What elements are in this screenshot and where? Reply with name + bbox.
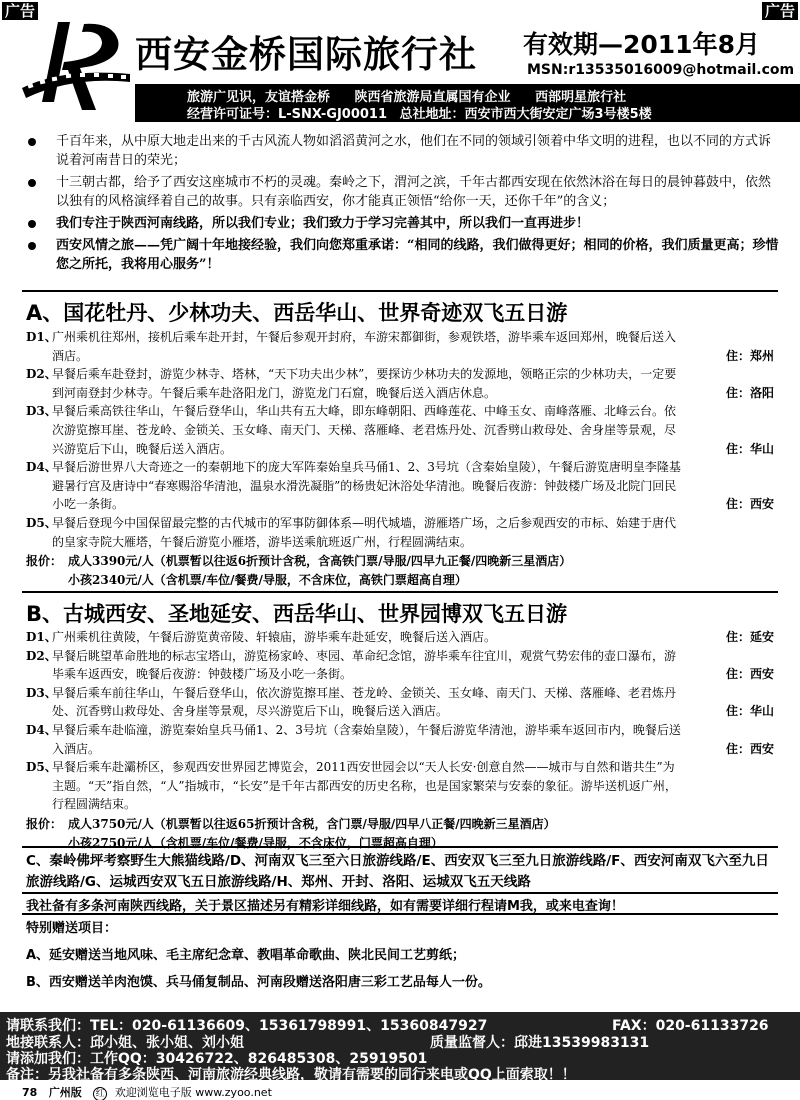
company-name: 西安金桥国际旅行社 — [135, 33, 477, 76]
day-label: D1、 — [26, 630, 57, 644]
day-text: 早餐后乘车赴临潼，游览秦始皇兵马俑1、2、3号坑（含秦始皇陵），午餐后游览华清池，游毕乘车返回市内，晚餐后送入酒店。 — [52, 722, 681, 756]
more-routes: C、秦岭佛坪考察野生大熊猫线路/D、河南双飞三至六日旅游线路/E、西安双飞三至九日旅游线路/F、西安河南双飞六至九日旅游线路/G、运城西安双飞五日旅游线路/H、郑州、开封、洛阳、运城双飞五天线路 — [26, 853, 769, 890]
itinerary-day — [26, 365, 774, 402]
gift-a: A、延安赠送当地风味、毛主席纪念章、教唱革命歌曲、陕北民间工艺剪纸； — [26, 948, 466, 963]
header — [0, 0, 800, 122]
day-label: D2、 — [26, 367, 57, 382]
route-a-price — [26, 552, 774, 590]
route-b-title: B、古城西安、圣地延安、西岳华山、世界园博双飞五日游 — [26, 602, 568, 626]
itinerary-day — [26, 328, 774, 365]
ad-tag-right: 广告 — [762, 2, 798, 20]
adult-price: 成人3390元/人（机票暂以往返6折预计含税，含高铁门票/导服/四早九正餐/四晚新三星酒店） — [68, 554, 572, 569]
day-stay: 住：延安 — [725, 630, 774, 644]
quality-supervisor: 质量监督人：邱进13539983131 — [430, 1035, 650, 1051]
day-text: 早餐后乘车前往华山，午餐后登华山，依次游览擦耳崖、苍龙岭、金锁关、玉女峰、南天门、天梯、落雁峰、老君炼丹处、沉香劈山救母处、舍身崖等景观，尽兴游览后下山，晚餐后送入酒店。 — [52, 685, 677, 719]
day-label: D1、 — [26, 330, 57, 344]
itinerary-day — [26, 628, 774, 647]
validity-date: 有效期—2011年8月 — [523, 30, 760, 59]
child-price: 小孩2750元/人（含机票/车位/餐费/导服，不含床位，门票超高自理） — [68, 835, 443, 850]
ad-tag-left: 广告 — [2, 2, 38, 20]
day-stay: 住：华山 — [725, 441, 774, 456]
itinerary-day — [26, 758, 774, 814]
day-label: D5、 — [26, 515, 57, 530]
itinerary-day — [26, 647, 774, 684]
intro-item: 十三朝古都，给予了西安这座城市不朽的灵魂。秦岭之下，渭河之滨，千年古都西安现在依然沐浴在每日的晨钟暮鼓中，依然以独有的风格演绎着自己的故事。只有亲临西安，你才能真正领悟“给你一天，还你千年”的含义； — [22, 173, 782, 211]
slogan-1: 旅游广见识，友谊搭金桥 — [187, 90, 331, 105]
slogan-3: 西部明星旅行社 — [535, 90, 627, 105]
day-text: 广州乘机往黄陵，午餐后游览黄帝陵、轩辕庙，游毕乘车赴延安，晚餐后送入酒店。 — [52, 630, 497, 644]
page-number: 78 — [22, 1086, 38, 1099]
gifts — [26, 915, 491, 996]
day-stay: 住：西安 — [725, 667, 774, 682]
footer — [22, 1084, 272, 1100]
itinerary-day — [26, 458, 774, 514]
itinerary-day — [26, 684, 774, 721]
site-link[interactable]: 欢迎浏览电子版 www.zyoo.net — [114, 1086, 272, 1099]
contact-tel: 请联系我们：TEL：020-61136609、15361798991、15360847927 — [6, 1018, 488, 1034]
day-label: D5、 — [26, 760, 57, 775]
msn-contact: MSN:r13535016009@hotmail.com — [527, 62, 795, 78]
contact-block — [0, 1012, 800, 1083]
head-office-address: 总社地址：西安市西大街安定广场3号楼5楼 — [399, 107, 652, 122]
day-stay: 住：洛阳 — [725, 385, 774, 400]
divider — [22, 846, 778, 848]
price-label: 报价： — [26, 816, 63, 831]
divider — [22, 290, 778, 292]
day-text: 早餐后游世界八大奇迹之一的秦朝地下的庞大军阵秦始皇兵马俑1、2、3号坑（含秦始皇陵），午餐后游览唐明皇李隆基避暑行宫及唐诗中“春寒赐浴华清池，温泉水滑洗凝脂”的杨贵妃沐浴处华清池。晚餐后夜游：钟鼓楼广场及北院门回民小吃一条街。 — [52, 460, 681, 512]
site-logo-icon: 红 — [93, 1087, 107, 1100]
child-price: 小孩2340元/人（含机票/车位/餐费/导服，不含床位，高铁门票超高自理） — [68, 573, 467, 588]
price-label: 报价： — [26, 554, 63, 569]
intro-item: 千百年来，从中原大地走出来的千古风流人物如滔滔黄河之水，他们在不同的领域引领着中华文明的进程，也以不同的方式诉说着河南昔日的荣光； — [22, 132, 782, 170]
contact-qq: 请添加我们：工作QQ：30426722、826485308、25919501 — [6, 1051, 428, 1067]
intro-list — [22, 132, 782, 277]
slogan-2: 陕西省旅游局直属国有企业 — [354, 90, 511, 105]
day-text: 早餐后眺望革命胜地的标志宝塔山，游览杨家岭、枣园、革命纪念馆，游毕乘车往宜川，观赏气势宏伟的壶口瀑布，游毕乘车返西安，晚餐后夜游：钟鼓楼广场及小吃一条街。 — [52, 648, 677, 682]
gifts-title: 特别赠送项目： — [26, 921, 118, 936]
day-label: D3、 — [26, 685, 57, 700]
intro-item: 我们专注于陕西河南线路，所以我们专业；我们致力于学习完善其中，所以我们一直再进步！ — [22, 214, 782, 233]
contact-fax: FAX：020-61133726 — [612, 1018, 769, 1034]
detail-note: 我社备有多条河南陕西线路，关于景区描述另有精彩详细线路，如有需要详细行程请M我，或来电查询！ — [26, 899, 624, 914]
day-text: 早餐后乘车赴灞桥区，参观西安世界园艺博览会，2011西安世园会以“天人长安·创意自然——城市与自然和谐共生”为主题。“天”指自然，“人”指城市，“长安”是千年古都西安的历史名称，也是国家繁荣与安泰的象征。游毕送机返广州，行程圆满结束。 — [52, 760, 677, 812]
company-logo-icon — [22, 18, 132, 118]
itinerary-day — [26, 721, 774, 758]
day-label: D4、 — [26, 722, 57, 737]
adult-price: 成人3750元/人（机票暂以往返65折预计含税，含门票/导服/四早八正餐/四晚新三星酒店） — [68, 816, 556, 831]
gift-b: B、西安赠送羊肉泡馍、兵马俑复制品、河南段赠送洛阳唐三彩工艺品每人一份。 — [26, 975, 491, 990]
day-text: 早餐后登现今中国保留最完整的古代城市的军事防御体系—明代城墙，游雁塔广场，之后参观西安的市标、始建于唐代的皇家寺院大雁塔，午餐后游览小雁塔，游毕送乘航班返广州，行程圆满结束。 — [52, 515, 677, 549]
day-stay: 住：郑州 — [725, 348, 774, 363]
day-stay: 住：西安 — [725, 741, 774, 756]
day-text: 广州乘机往郑州，接机后乘车赴开封，午餐后参观开封府，车游宋都御街，参观铁塔，游毕乘车返回郑州，晚餐后送入酒店。 — [52, 330, 677, 363]
day-stay: 住：华山 — [725, 704, 774, 719]
route-a-title: A、国花牡丹、少林功夫、西岳华山、世界奇迹双飞五日游 — [26, 301, 568, 325]
day-stay: 住：西安 — [725, 497, 774, 512]
itinerary-day — [26, 402, 774, 458]
route-a-itinerary — [26, 328, 774, 590]
day-text: 早餐后乘高铁往华山，午餐后登华山，华山共有五大峰，即东峰朝阳、西峰莲花、中峰玉女、南峰落雁、北峰云台。依次游览擦耳崖、苍龙岭、金锁关、玉女峰、南天门、天梯、落雁峰、老君炼丹处、沉香劈山救母处、舍身崖等景观，尽兴游览后下山，晚餐后送入酒店。 — [52, 404, 677, 456]
day-label: D4、 — [26, 460, 57, 475]
route-b-itinerary — [26, 628, 774, 853]
day-label: D2、 — [26, 648, 57, 663]
edition: 广州版 — [48, 1086, 82, 1099]
itinerary-day — [26, 514, 774, 551]
contact-local: 地接联系人：邱小姐、张小姐、刘小姐 — [6, 1035, 244, 1051]
day-label: D3、 — [26, 404, 57, 419]
divider — [22, 892, 778, 894]
divider — [22, 591, 778, 593]
intro-item: 西安风情之旅——凭广阔十年地接经验，我们向您郑重承诺：“相同的线路，我们做得更好；相同的价格，我们质量更高；珍惜您之所托，我将用心服务”！ — [22, 236, 782, 274]
contact-remark: 备注：另我社备有多条陕西、河南旅游经典线路，敬请有需要的同行来电或QQ上面索取！！ — [6, 1067, 576, 1083]
header-info-bar — [135, 84, 800, 122]
day-text: 早餐后乘车赴登封，游览少林寺、塔林，“天下功夫出少林”，要探访少林功夫的发源地，领略正宗的少林功夫，一定要到河南登封少林寺。午餐后乘车赴洛阳龙门，游览龙门石窟，晚餐后送入酒店休息。 — [52, 367, 677, 400]
license-number: 经营许可证号：L-SNX-GJ00011 — [187, 107, 388, 122]
